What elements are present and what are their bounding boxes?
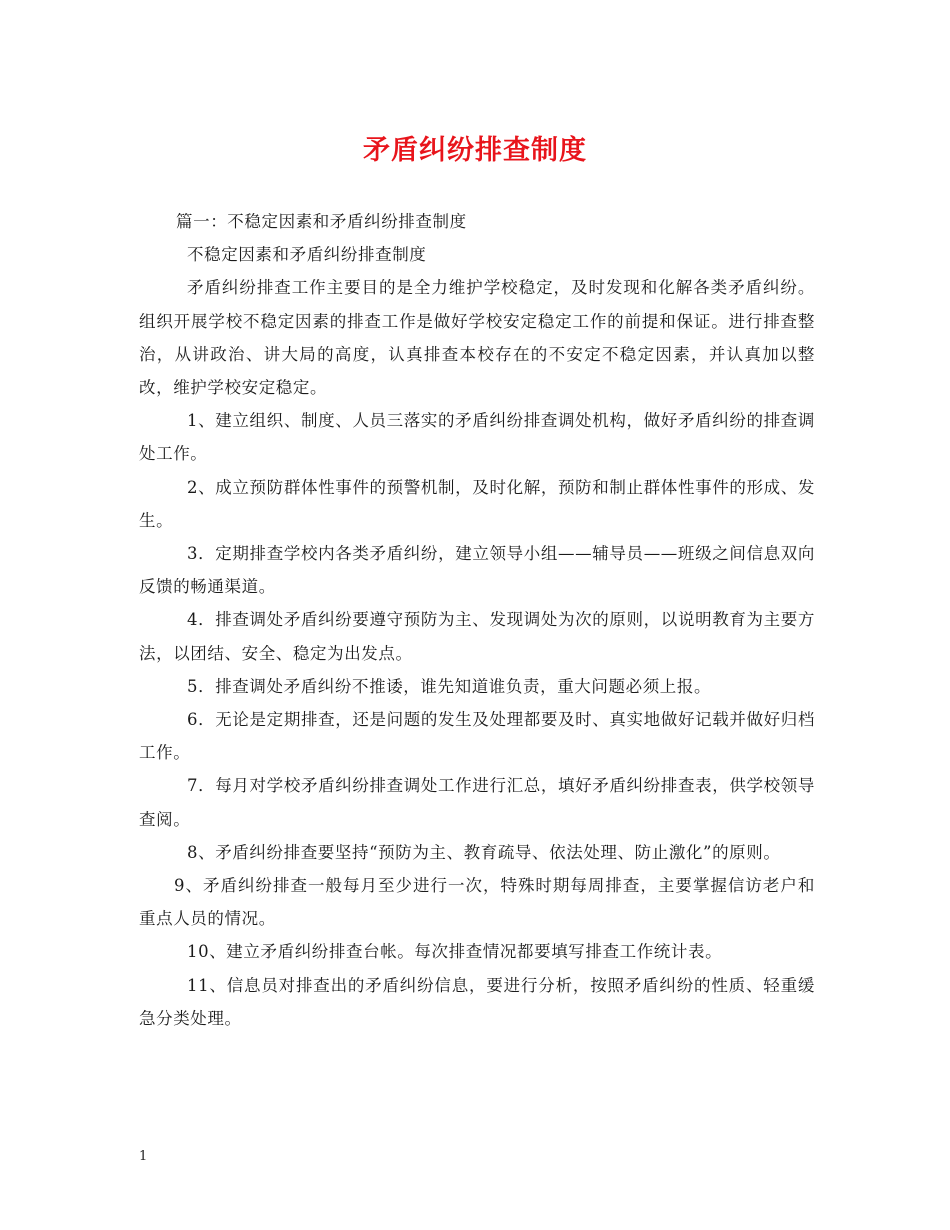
list-item-4: 4．排查调处矛盾纠纷要遵守预防为主、发现调处为次的原则，以说明教育为主要方法，以团结、安全、稳定为出发点。 [139, 610, 815, 663]
list-item-2: 2、成立预防群体性事件的预警机制，及时化解，预防和制止群体性事件的形成、发生。 [139, 477, 815, 530]
section-subheading: 不稳定因素和矛盾纠纷排查制度 [187, 245, 427, 265]
list-item-10: 10、建立矛盾纠纷排查台帐。每次排查情况都要填写排查工作统计表。 [187, 942, 723, 962]
intro-paragraph: 矛盾纠纷排查工作主要目的是全力维护学校稳定，及时发现和化解各类矛盾纠纷。组织开展学校不稳定因素的排查工作是做好学校安定稳定工作的前提和保证。进行排查整治，从讲政治、讲大局的高度，认真排查本校存在的不安定不稳定因素，并认真加以整改，维护学校安定稳定。 [139, 278, 815, 398]
list-item-5: 5．排查调处矛盾纠纷不推诿，谁先知道谁负责，重大问题必须上报。 [187, 676, 712, 696]
document-body [139, 205, 815, 1035]
document-title: 矛盾纠纷排查制度 [363, 135, 587, 166]
list-item-7: 7．每月对学校矛盾纠纷排查调处工作进行汇总，填好矛盾纠纷排查表，供学校领导查阅。 [139, 776, 815, 829]
list-item-11: 11、信息员对排查出的矛盾纠纷信息，要进行分析，按照矛盾纠纷的性质、轻重缓急分类处理。 [139, 975, 815, 1028]
list-item-9: 9、矛盾纠纷排查一般每月至少进行一次，特殊时期每周排查，主要掌握信访老户和重点人员的情况。 [139, 876, 815, 929]
list-item-8: 8、矛盾纠纷排查要坚持“预防为主、教育疏导、依法处理、防止激化”的原则。 [187, 842, 781, 862]
list-item-1: 1、建立组织、制度、人员三落实的矛盾纠纷排查调处机构，做好矛盾纠纷的排查调处工作。 [139, 411, 815, 464]
list-item-3: 3．定期排查学校内各类矛盾纠纷，建立领导小组——辅导员——班级之间信息双向反馈的畅通渠道。 [139, 544, 815, 597]
list-item-6: 6．无论是定期排查，还是问题的发生及处理都要及时、真实地做好记载并做好归档工作。 [139, 710, 815, 763]
page-number: 1 [139, 1149, 148, 1164]
section-heading: 篇一：不稳定因素和矛盾纠纷排查制度 [176, 212, 467, 231]
